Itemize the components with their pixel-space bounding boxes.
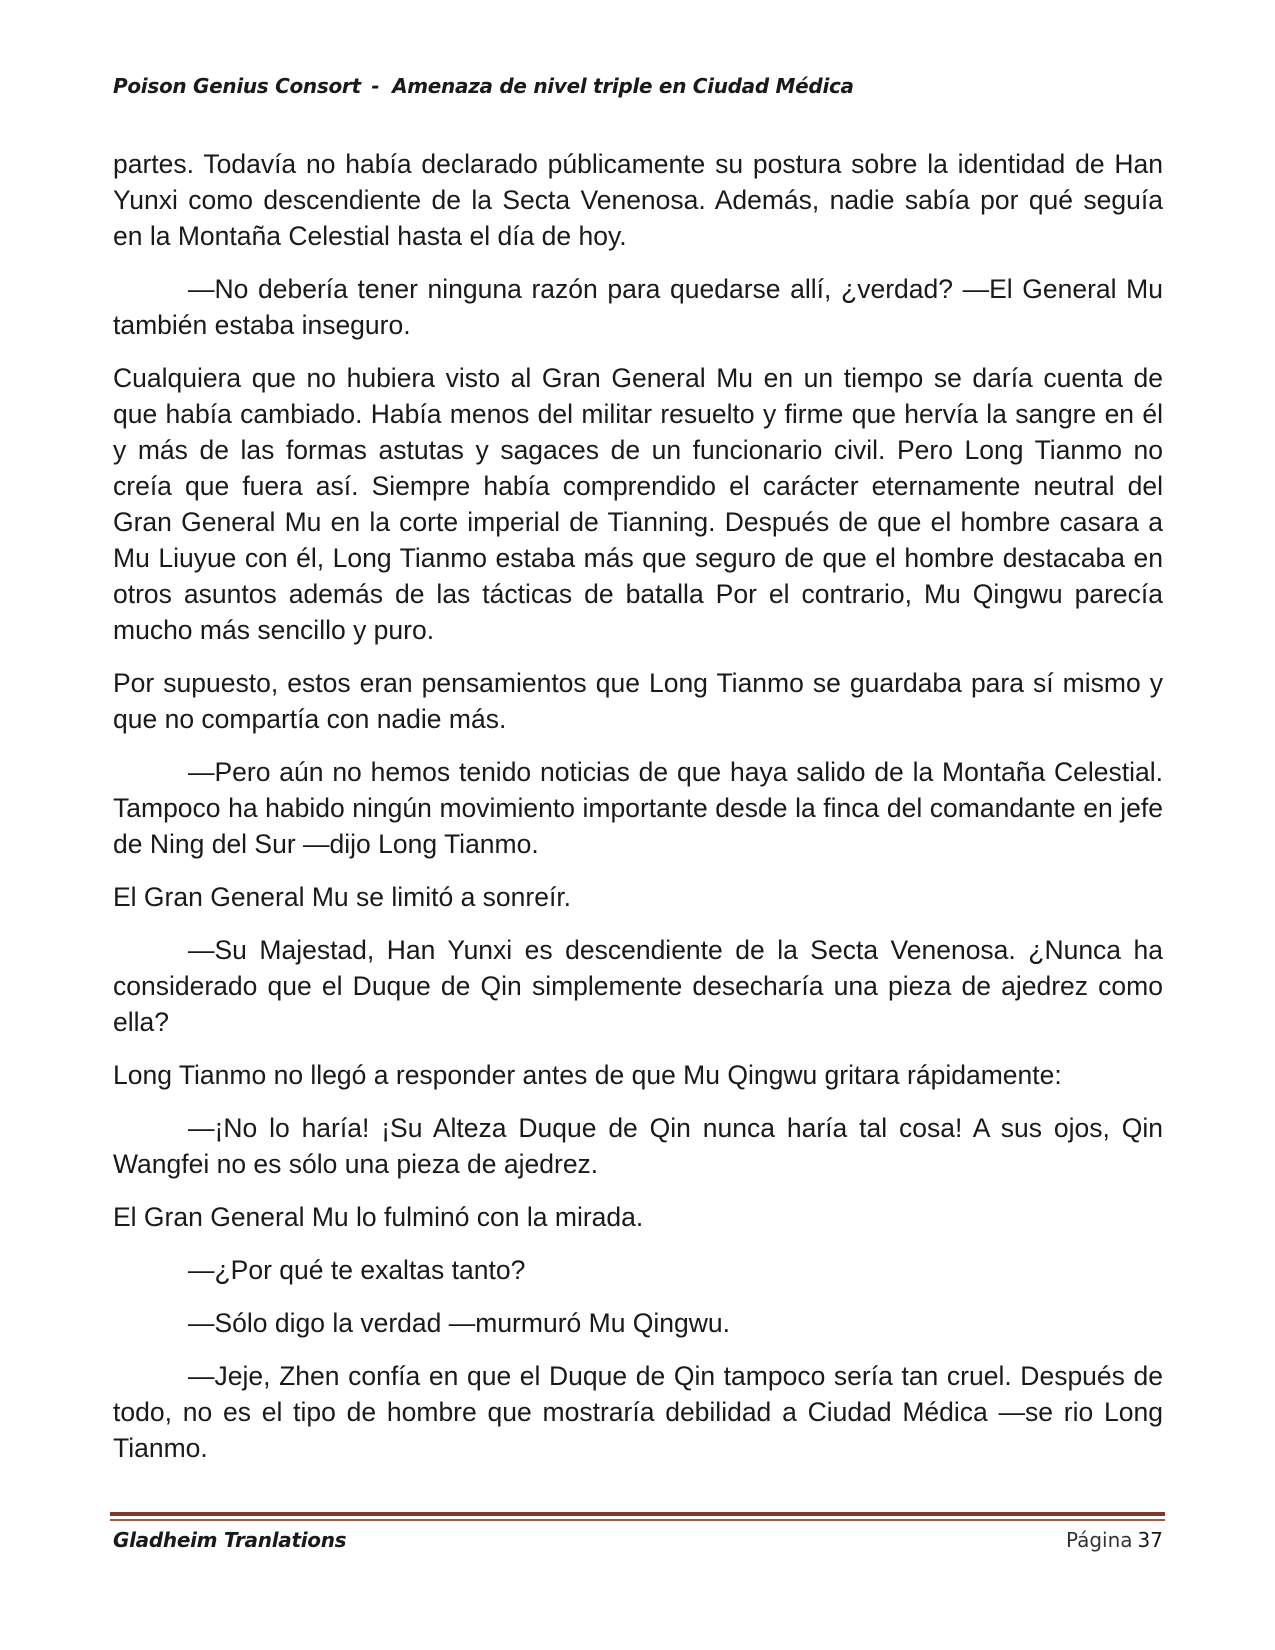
paragraph: partes. Todavía no había declarado públicamente su postura sobre la identidad de Han Yunxi como descendiente de la Secta Venenosa. Además, nadie sabía por qué seguía en la Montaña Celestial hasta el día de hoy. — [113, 149, 1163, 251]
page-label: Página — [1065, 1528, 1133, 1552]
page-header — [113, 74, 1163, 98]
footer-page-info — [1066, 1528, 1163, 1552]
page-number: 37 — [1137, 1528, 1163, 1552]
dialogue-paragraph: —No debería tener ninguna razón para quedarse allí, ¿verdad? —El General Mu también estaba inseguro. — [113, 274, 1163, 340]
dialogue-paragraph: —Su Majestad, Han Yunxi es descendiente de la Secta Venenosa. ¿Nunca ha considerado que el Duque de Qin simplemente desecharía una pieza de ajedrez como ella? — [113, 935, 1163, 1037]
dialogue-paragraph: —¿Por qué te exaltas tanto? — [188, 1255, 526, 1285]
book-title: Poison Genius Consort — [113, 74, 361, 98]
chapter-title: Amenaza de nivel triple en Ciudad Médica — [392, 74, 854, 98]
paragraph: El Gran General Mu se limitó a sonreír. — [113, 882, 572, 912]
body-text — [113, 146, 1163, 1466]
footer-rule-thin — [110, 1519, 1165, 1521]
paragraph: Long Tianmo no llegó a responder antes de que Mu Qingwu gritara rápidamente: — [113, 1060, 1062, 1090]
dialogue-paragraph: —Sólo digo la verdad —murmuró Mu Qingwu. — [188, 1308, 731, 1338]
dialogue-paragraph: —Jeje, Zhen confía en que el Duque de Qin tampoco sería tan cruel. Después de todo, no es el tipo de hombre que mostraría debilidad a Ciudad Médica —se rio Long Tianmo. — [113, 1361, 1163, 1463]
footer-publisher: Gladheim Tranlations — [113, 1528, 347, 1552]
paragraph: El Gran General Mu lo fulminó con la mirada. — [113, 1202, 644, 1232]
header-separator: - — [371, 74, 380, 98]
footer-rule — [110, 1512, 1165, 1516]
dialogue-paragraph: —¡No lo haría! ¡Su Alteza Duque de Qin nunca haría tal cosa! A sus ojos, Qin Wangfei no es sólo una pieza de ajedrez. — [113, 1113, 1163, 1179]
paragraph: Por supuesto, estos eran pensamientos que Long Tianmo se guardaba para sí mismo y que no compartía con nadie más. — [113, 668, 1163, 734]
dialogue-paragraph: —Pero aún no hemos tenido noticias de que haya salido de la Montaña Celestial. Tampoco ha habido ningún movimiento importante desde la finca del comandante en jefe de Ning del Sur —dijo Long Tianmo. — [113, 757, 1163, 859]
paragraph: Cualquiera que no hubiera visto al Gran General Mu en un tiempo se daría cuenta de que había cambiado. Había menos del militar resuelto y firme que hervía la sangre en él y más de las formas astutas y sagaces de un funcionario civil. Pero Long Tianmo no creía que fuera así. Siempre había comprendido el carácter eternamente neutral del Gran General Mu en la corte imperial de Tianning. Después de que el hombre casara a Mu Liuyue con él, Long Tianmo estaba más que seguro de que el hombre destacaba en otros asuntos además de las tácticas de batalla Por el contrario, Mu Qingwu parecía mucho más sencillo y puro. — [113, 363, 1163, 645]
